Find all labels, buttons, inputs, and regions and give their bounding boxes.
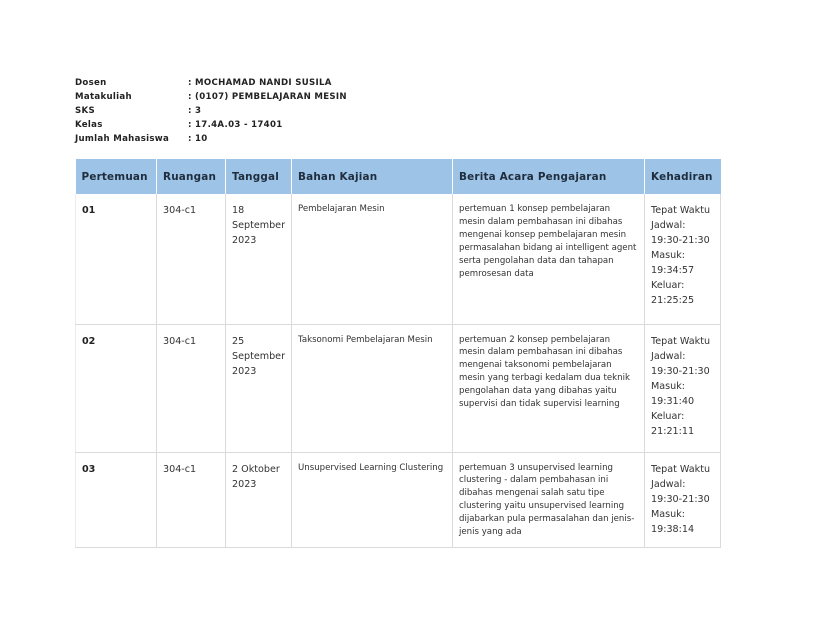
attendance-out-value: 21:25:25 <box>651 295 695 306</box>
cell-kehadiran <box>645 324 721 452</box>
attendance-in-value: 19:34:57 <box>651 265 695 276</box>
table-row <box>76 452 721 547</box>
info-row-kelas <box>75 118 347 132</box>
attendance-schedule-label: Jadwal: <box>651 478 686 490</box>
attendance-status: Tepat Waktu <box>651 335 711 347</box>
cell-ruangan: 304-c1 <box>157 194 226 324</box>
info-row-sks <box>75 104 347 118</box>
column-header-kehadiran: Kehadiran <box>645 159 721 194</box>
cell-pertemuan: 03 <box>76 452 157 547</box>
cell-tanggal: 2 Oktober 2023 <box>226 452 292 547</box>
column-header-ruangan: Ruangan <box>157 159 226 194</box>
column-header-bahan-kajian: Bahan Kajian <box>292 159 453 194</box>
cell-tanggal: 18 September 2023 <box>226 194 292 324</box>
cell-berita-acara: pertemuan 3 unsupervised learning clustering - dalam pembahasan ini dibahas mengenai salah satu tipe clustering yaitu unsupervised learning dijabarkan pula permasalahan dan jenis-jenis yang ada <box>453 452 645 547</box>
cell-ruangan: 304-c1 <box>157 452 226 547</box>
attendance-schedule-value: 19:30-21:30 <box>651 365 710 377</box>
attendance-in-label: Masuk: <box>651 380 686 392</box>
cell-bahan-kajian: Unsupervised Learning Clustering <box>292 452 453 547</box>
attendance-schedule-label: Jadwal: <box>651 350 686 362</box>
info-label: Matakuliah <box>75 92 132 102</box>
table-header-row <box>76 159 721 194</box>
attendance-table <box>75 159 721 548</box>
cell-kehadiran <box>645 452 721 547</box>
attendance-schedule-value: 19:30-21:30 <box>651 235 710 246</box>
info-value: : MOCHAMAD NANDI SUSILA <box>188 78 332 88</box>
cell-ruangan: 304-c1 <box>157 324 226 452</box>
attendance-in-value: 19:38:14 <box>651 523 695 535</box>
info-row-jumlah-mahasiswa <box>75 132 347 146</box>
info-label: Kelas <box>75 120 103 130</box>
cell-bahan-kajian: Taksonomi Pembelajaran Mesin <box>292 324 453 452</box>
column-header-berita-acara: Berita Acara Pengajaran <box>453 159 645 194</box>
info-value: : (0107) PEMBELAJARAN MESIN <box>188 92 347 102</box>
info-label: Jumlah Mahasiswa <box>75 134 170 144</box>
attendance-in-value: 19:31:40 <box>651 395 695 407</box>
info-value: : 17.4A.03 - 17401 <box>188 120 283 130</box>
cell-berita-acara: pertemuan 2 konsep pembelajaran mesin dalam pembahasan ini dibahas mengenai taksonomi pembelajaran mesin yang terbagi kedalam dua teknik pengolahan data yang dibahas yaitu supervisi dan tidak supervisi learning <box>453 324 645 452</box>
info-row-matakuliah <box>75 90 347 104</box>
attendance-schedule-value: 19:30-21:30 <box>651 493 710 505</box>
attendance-in-label: Masuk: <box>651 250 686 261</box>
attendance-out-label: Keluar: <box>651 410 685 422</box>
cell-berita-acara: pertemuan 1 konsep pembelajaran mesin dalam pembahasan ini dibahas mengenai konsep pembelajaran mesin permasalahan bidang ai intelligent agent serta pengolahan data dan tahapan pemrosesan data <box>453 194 645 324</box>
column-header-pertemuan: Pertemuan <box>76 159 157 194</box>
cell-bahan-kajian: Pembelajaran Mesin <box>292 194 453 324</box>
info-row-dosen <box>75 76 347 90</box>
attendance-in-label: Masuk: <box>651 508 686 520</box>
cell-pertemuan: 02 <box>76 324 157 452</box>
attendance-out-label: Keluar: <box>651 280 685 291</box>
attendance-status: Tepat Waktu <box>651 205 711 216</box>
info-label: Dosen <box>75 78 107 88</box>
attendance-status: Tepat Waktu <box>651 463 711 475</box>
info-value: : 3 <box>188 106 202 116</box>
info-label: SKS <box>75 106 95 116</box>
attendance-schedule-label: Jadwal: <box>651 220 686 231</box>
cell-pertemuan: 01 <box>76 194 157 324</box>
course-info <box>75 76 347 146</box>
table-row <box>76 194 721 324</box>
attendance-out-value: 21:21:11 <box>651 425 695 437</box>
cell-kehadiran <box>645 194 721 324</box>
info-value: : 10 <box>188 134 208 144</box>
cell-tanggal: 25 September 2023 <box>226 324 292 452</box>
column-header-tanggal: Tanggal <box>226 159 292 194</box>
table-row <box>76 324 721 452</box>
